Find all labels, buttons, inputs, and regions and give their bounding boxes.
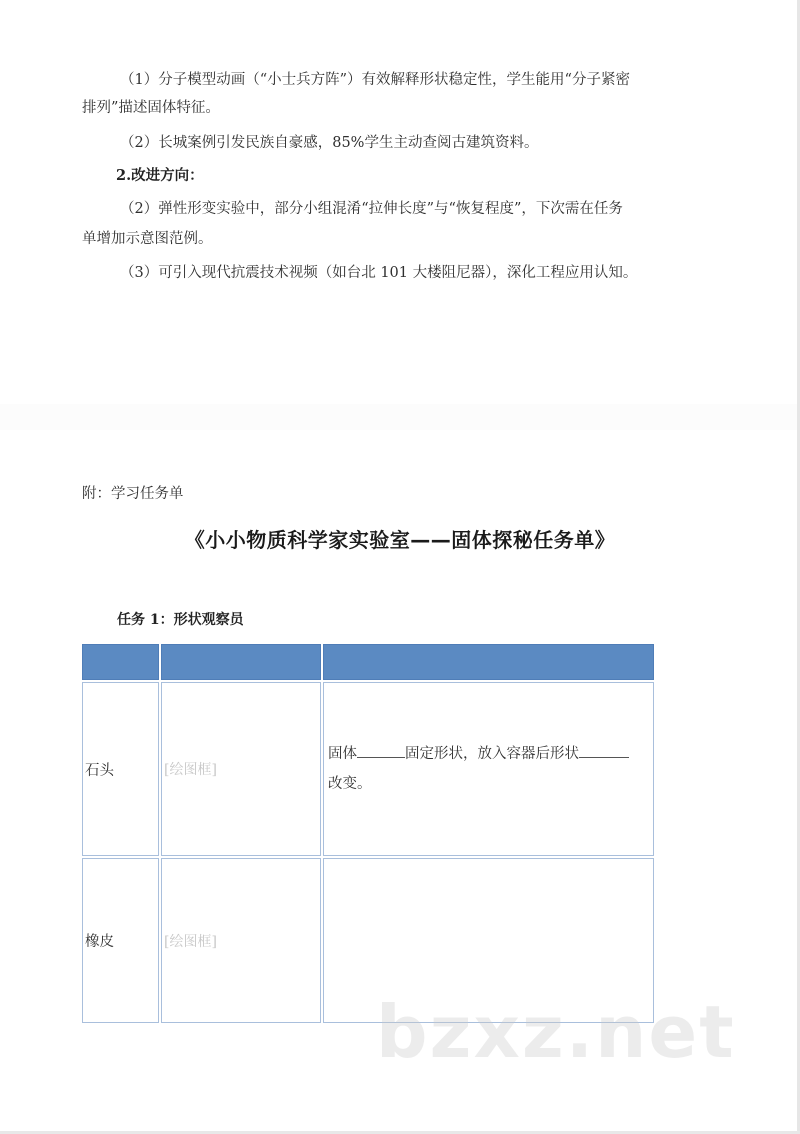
shape-observation-table [80, 642, 656, 1025]
object-name-cell: 石头 [82, 682, 159, 856]
task-1-title: 任务 1：形状观察员 [117, 612, 244, 628]
improvement-heading: 2.改进方向： [116, 167, 204, 184]
effect-1-line-2: 排列”描述固体特征。 [82, 100, 220, 116]
effect-1-line-1: （1）分子模型动画（“小士兵方阵”）有效解释形状稳定性，学生能用“分子紧密 [120, 72, 630, 88]
table-row [82, 682, 654, 856]
header-cell-object [82, 644, 159, 680]
sentence-part-2: 固定形状，放入容器后形状 [405, 746, 579, 762]
drawing-placeholder: [绘图框] [164, 933, 217, 950]
drawing-cell[interactable] [161, 682, 321, 856]
appendix-label: 附：学习任务单 [82, 486, 184, 502]
page-break-gap [0, 404, 797, 430]
fill-blank-2[interactable] [579, 743, 629, 758]
table-header-row [82, 644, 654, 680]
effect-2: （2）长城案例引发民族自豪感，85%学生主动查阅古建筑资料。 [120, 135, 539, 151]
drawing-cell[interactable] [161, 858, 321, 1023]
improvement-2-line-2: 单增加示意图范例。 [82, 231, 213, 247]
worksheet-title: 《小小物质科学家实验室——固体探秘任务单》 [184, 528, 616, 552]
description-cell [323, 682, 654, 856]
watermark: bzxz.net [376, 990, 736, 1074]
object-name-cell: 橡皮 [82, 858, 159, 1023]
improvement-3: （3）可引入现代抗震技术视频（如台北 101 大楼阻尼器），深化工程应用认知。 [120, 265, 638, 281]
sentence-part-1: 固体 [328, 746, 357, 762]
fill-blank-1[interactable] [357, 743, 405, 758]
header-cell-drawing [161, 644, 321, 680]
description-cell[interactable] [323, 858, 654, 1023]
sentence-part-3: 改变。 [328, 776, 372, 792]
drawing-placeholder: [绘图框] [164, 762, 217, 778]
table-row [82, 858, 654, 1023]
header-cell-description [323, 644, 654, 680]
improvement-2-line-1: （2）弹性形变实验中，部分小组混淆“拉伸长度”与“恢复程度”，下次需在任务 [120, 201, 623, 217]
fill-in-sentence [324, 735, 653, 803]
